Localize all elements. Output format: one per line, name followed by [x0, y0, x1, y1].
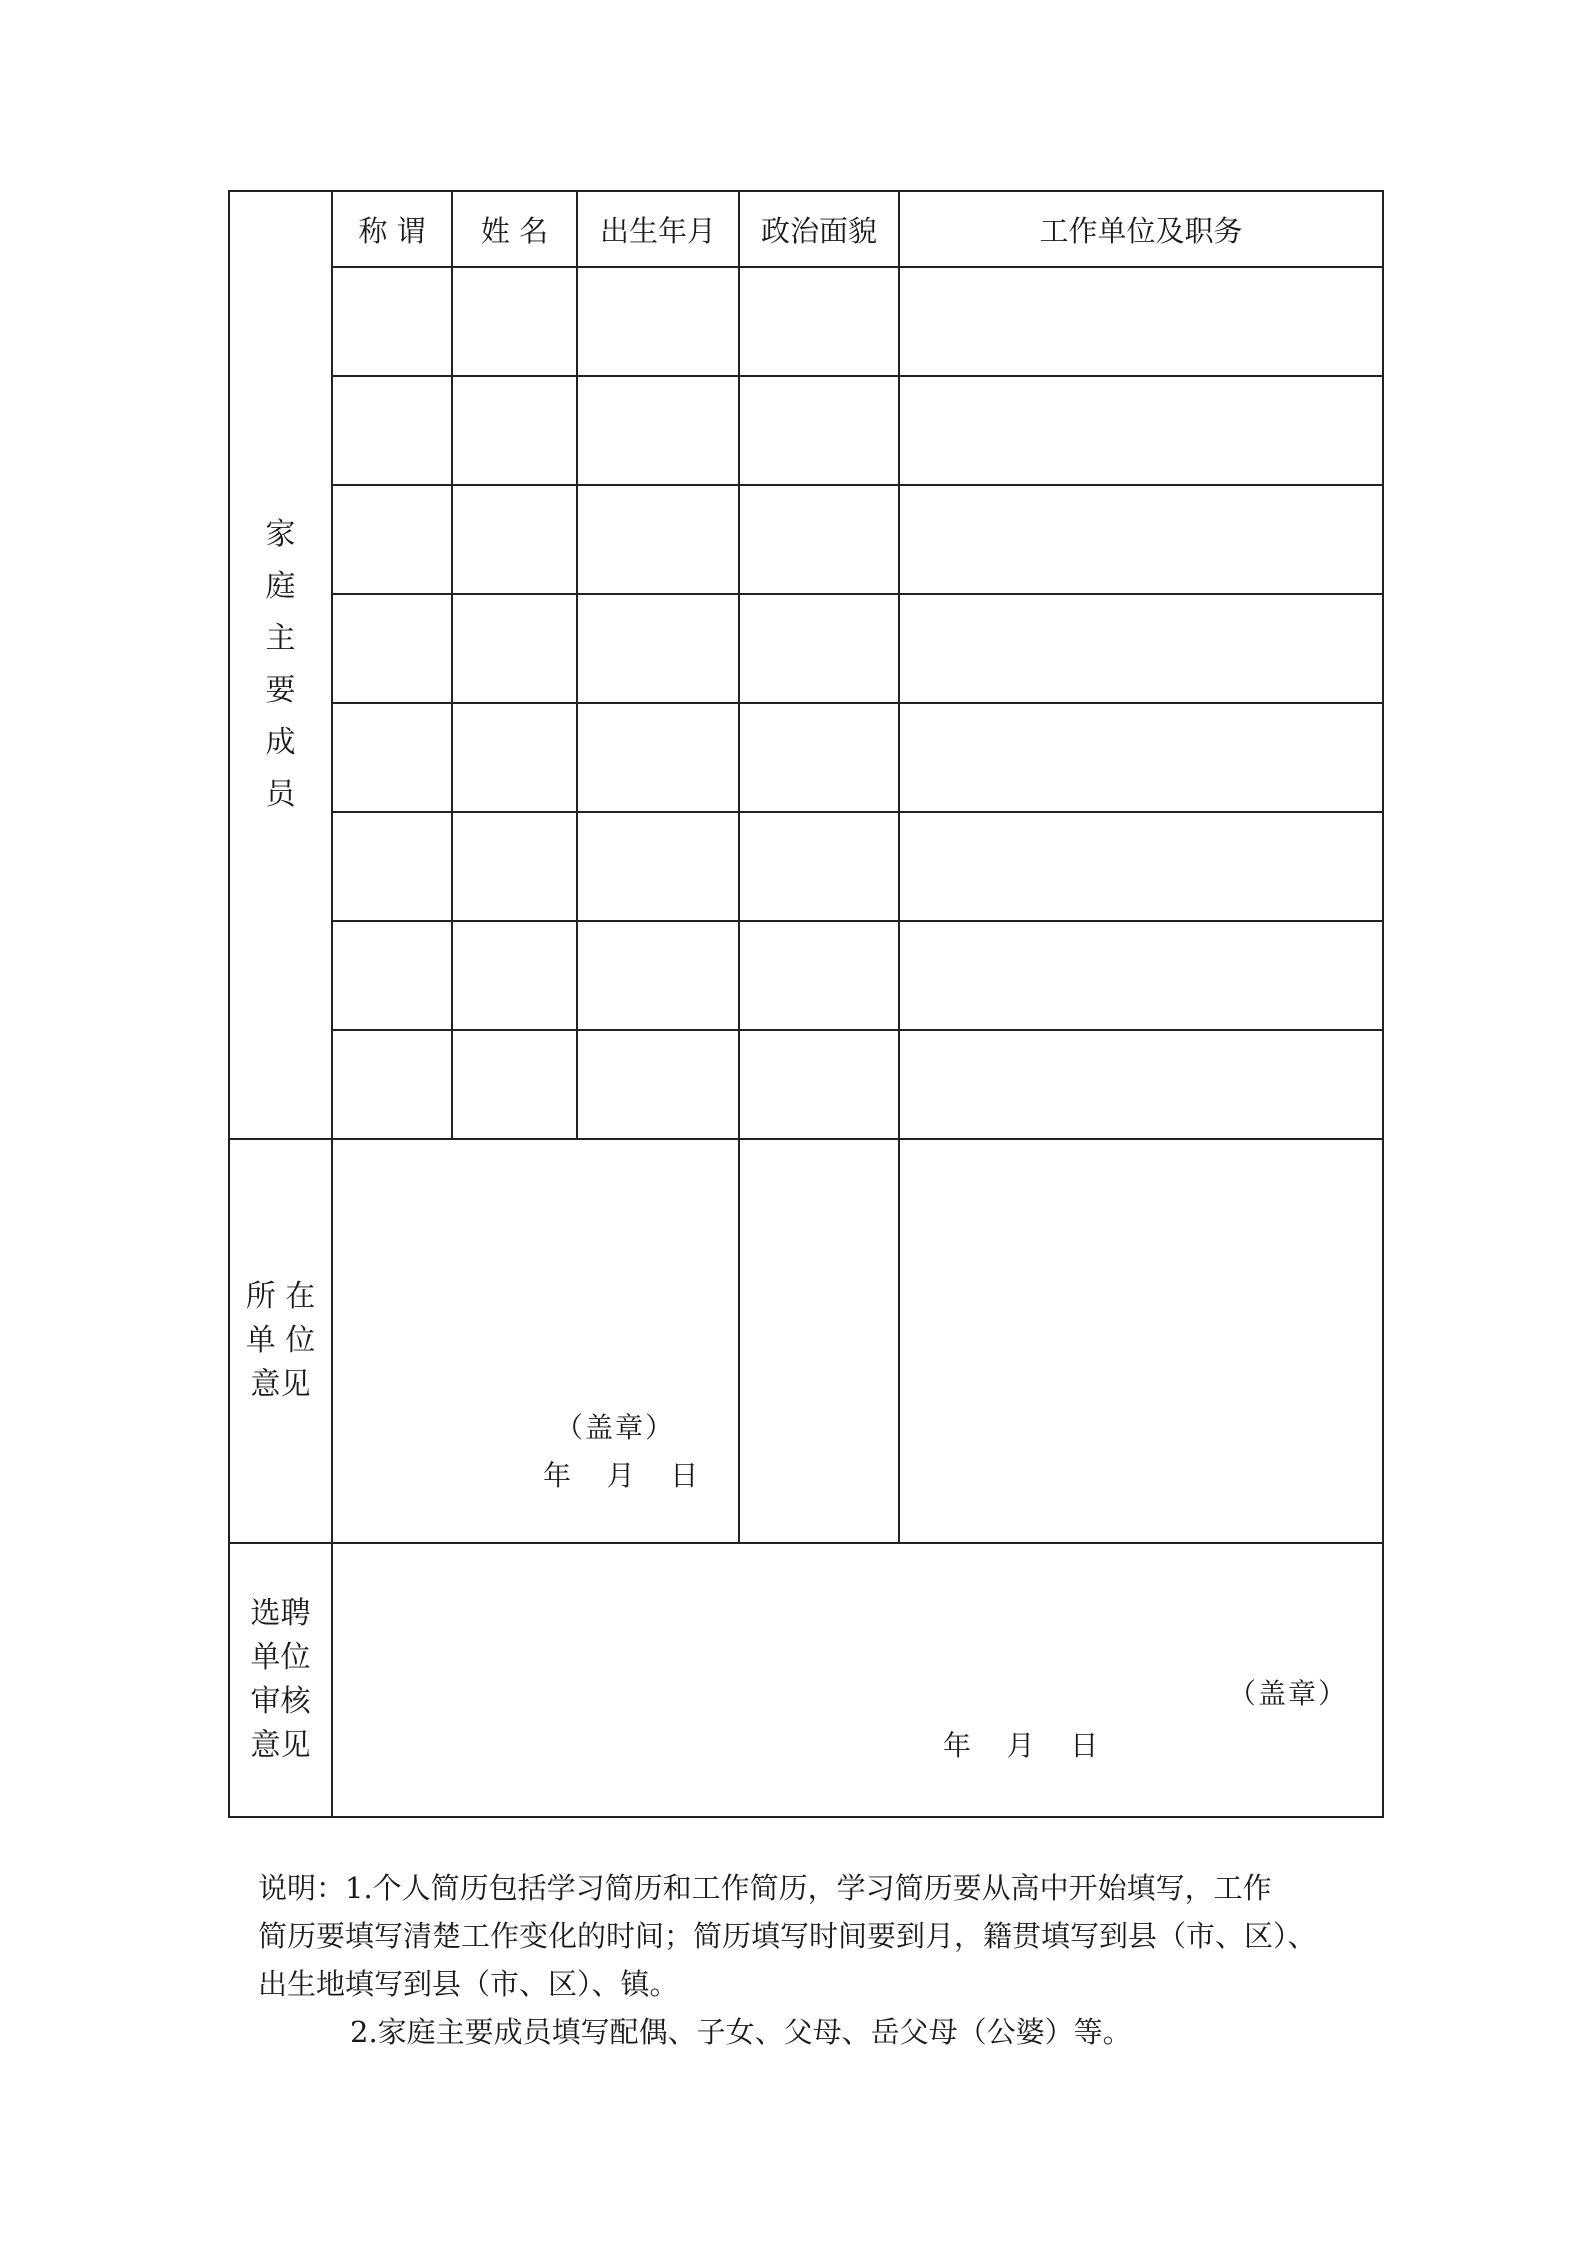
label-char: 庭	[265, 569, 296, 604]
note-line: 说明：1.个人简历包括学习简历和工作简历，学习简历要从高中开始填写，工作	[258, 1871, 1272, 1905]
header-political-status: 政治面貌	[739, 191, 899, 267]
relation-cell[interactable]	[332, 376, 452, 485]
name-cell[interactable]	[452, 703, 577, 812]
note-line: 简历要填写清楚工作变化的时间；简历填写时间要到月，籍贯填写到县（市、区）、	[258, 1919, 1317, 1953]
work-unit-cell[interactable]	[899, 594, 1383, 703]
instructions-note	[258, 1864, 1378, 2056]
unit-opinion-extra-cell[interactable]	[899, 1139, 1383, 1543]
select-opinion-label	[230, 1592, 331, 1768]
relation-cell[interactable]	[332, 485, 452, 594]
political-cell[interactable]	[739, 594, 899, 703]
label-char: 家	[265, 517, 296, 552]
birth-cell[interactable]	[577, 267, 739, 376]
relation-cell[interactable]	[332, 594, 452, 703]
label-line: 单 位	[245, 1323, 316, 1358]
header-name: 姓 名	[452, 191, 577, 267]
label-line: 意见	[250, 1728, 311, 1763]
label-line: 选聘	[250, 1596, 311, 1631]
label-char: 成	[265, 725, 296, 760]
unit-seal-text: （盖章）	[555, 1411, 676, 1444]
note-line: 出生地填写到县（市、区）、镇。	[258, 1967, 679, 2001]
birth-cell[interactable]	[577, 812, 739, 921]
header-birth: 出生年月	[577, 191, 739, 267]
work-unit-cell[interactable]	[899, 703, 1383, 812]
work-unit-cell[interactable]	[899, 485, 1383, 594]
label-line: 审核	[250, 1684, 311, 1719]
member-row	[229, 376, 1383, 485]
label-char: 主	[265, 621, 296, 656]
family-header-row	[229, 191, 1383, 267]
work-unit-cell[interactable]	[899, 1030, 1383, 1139]
family-form-table	[228, 190, 1384, 1818]
political-cell[interactable]	[739, 1030, 899, 1139]
note-line: 2.家庭主要成员填写配偶、子女、父母、岳父母（公婆）等。	[350, 2015, 1132, 2049]
relation-cell[interactable]	[332, 703, 452, 812]
relation-cell[interactable]	[332, 812, 452, 921]
work-unit-cell[interactable]	[899, 376, 1383, 485]
header-relation: 称 谓	[332, 191, 452, 267]
header-work-unit: 工作单位及职务	[899, 191, 1383, 267]
member-row	[229, 703, 1383, 812]
member-row	[229, 267, 1383, 376]
member-row	[229, 921, 1383, 1030]
name-cell[interactable]	[452, 812, 577, 921]
name-cell[interactable]	[452, 1030, 577, 1139]
select-opinion-label-cell	[229, 1543, 332, 1817]
unit-opinion-extra-cell[interactable]	[739, 1139, 899, 1543]
name-cell[interactable]	[452, 594, 577, 703]
member-row	[229, 812, 1383, 921]
member-row	[229, 1030, 1383, 1139]
select-opinion-row	[229, 1543, 1383, 1817]
birth-cell[interactable]	[577, 1030, 739, 1139]
name-cell[interactable]	[452, 485, 577, 594]
name-cell[interactable]	[452, 376, 577, 485]
select-opinion-cell[interactable]	[332, 1543, 1383, 1817]
label-line: 所 在	[245, 1279, 316, 1314]
birth-cell[interactable]	[577, 485, 739, 594]
political-cell[interactable]	[739, 267, 899, 376]
work-unit-cell[interactable]	[899, 267, 1383, 376]
unit-opinion-label-cell	[229, 1139, 332, 1543]
label-line: 单位	[250, 1640, 311, 1675]
label-char: 要	[265, 673, 296, 708]
birth-cell[interactable]	[577, 921, 739, 1030]
birth-cell[interactable]	[577, 376, 739, 485]
label-char: 员	[265, 777, 296, 812]
birth-cell[interactable]	[577, 594, 739, 703]
select-seal-text: （盖章）	[1227, 1677, 1348, 1710]
political-cell[interactable]	[739, 376, 899, 485]
member-row	[229, 594, 1383, 703]
unit-opinion-row	[229, 1139, 1383, 1543]
political-cell[interactable]	[739, 703, 899, 812]
unit-date-text: 年 月 日	[543, 1459, 699, 1492]
name-cell[interactable]	[452, 267, 577, 376]
work-unit-cell[interactable]	[899, 812, 1383, 921]
political-cell[interactable]	[739, 485, 899, 594]
political-cell[interactable]	[739, 921, 899, 1030]
relation-cell[interactable]	[332, 1030, 452, 1139]
label-line: 意见	[250, 1367, 311, 1402]
unit-opinion-label	[230, 1275, 331, 1407]
family-members-label	[266, 509, 296, 821]
member-row	[229, 485, 1383, 594]
select-date-text: 年 月 日	[943, 1729, 1099, 1762]
family-members-label-cell	[229, 191, 332, 1139]
birth-cell[interactable]	[577, 703, 739, 812]
relation-cell[interactable]	[332, 921, 452, 1030]
relation-cell[interactable]	[332, 267, 452, 376]
political-cell[interactable]	[739, 812, 899, 921]
unit-opinion-cell[interactable]	[332, 1139, 739, 1543]
name-cell[interactable]	[452, 921, 577, 1030]
work-unit-cell[interactable]	[899, 921, 1383, 1030]
